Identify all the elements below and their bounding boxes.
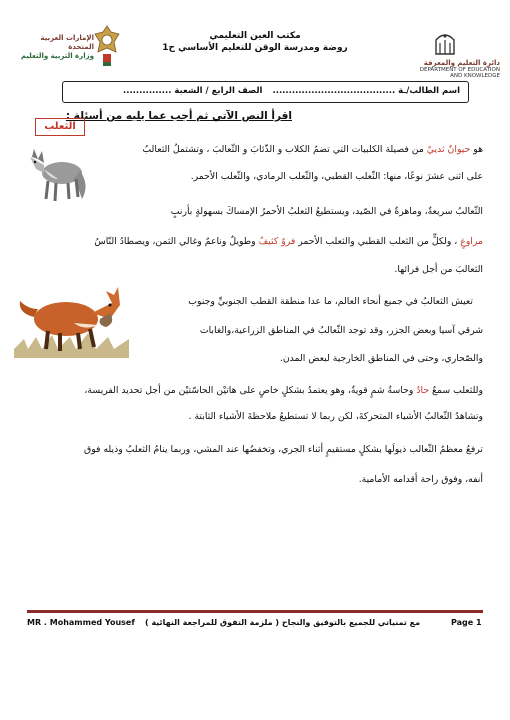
passage-line: وللثعلب سمعٌ حادٌ وحاسةُ شمٍ قويةٌ، وهو يعتمدُ بشكلٍ خاصٍ على هاتيْن الحاسّتيْن من أجل تحديد الفريسة، bbox=[84, 385, 483, 396]
grey-fox-illustration bbox=[22, 135, 92, 205]
passage-line: ترفعُ معظمُ الثّعالب ذيولَها بشكلٍ مستقيمٍ أثناء الجري، وتخفضُها عند المشي، وربما ينامُ الثعلبُ وذيله فوق bbox=[84, 444, 483, 455]
adek-english-1: DEPARTMENT OF EDUCATION bbox=[419, 66, 500, 73]
uae-emblem-icon bbox=[92, 22, 122, 74]
passage-line: الثّعالبُ سريعةٌ، وماهرةٌ في الصّيد، ويستطيعُ الثعلبُ الأحمرُ الإمساكَ بسهولةٍ بأرنبٍ bbox=[170, 206, 483, 217]
passage-line: تعيش الثعالبُ في جميع أنحاء العالم، ما عدا منطقة القطب الجنوبيِّ وجنوب bbox=[188, 296, 473, 307]
teacher-name: MR . Mohammed Yousef bbox=[27, 618, 135, 627]
ministry-line1: الإمارات العربية المتحدة bbox=[40, 34, 94, 51]
highlighted-word: مراوغٍ bbox=[460, 236, 483, 247]
passage-line: أنفه، وفوق راحة أقدامه الأمامية. bbox=[358, 474, 483, 485]
office-name: مكتب العين التعليمي bbox=[209, 31, 301, 41]
class-section-field[interactable]: الصف الرابع / الشعبة ............... bbox=[123, 86, 263, 96]
passage-line: على اثنى عشرَ نوعًا، منها: الثّعلب القطبي، والثّعلب الرمادي، والثّعلب الأحمر. bbox=[190, 171, 483, 182]
highlighted-word: حيوانٌ ثدييٌ bbox=[426, 144, 471, 155]
adek-english-2: AND KNOWLEDGE bbox=[450, 73, 500, 79]
school-name: روضة ومدرسة الوقن للتعليم الأساسي ح1 bbox=[162, 43, 348, 53]
reading-instruction: اقرأ النص الآتي ثم أجب عما يليه من أسئلة : bbox=[65, 110, 292, 122]
adek-arabic: دائرة التعليم والمعرفة bbox=[423, 59, 500, 67]
passage-line: مراوغٍ ، ولكلٍّ من الثعلب القطبي والثعلب الأحمر فروٌ كثيفٌ وطويلٌ وناعمٌ وغالي الثمن، ويصطادُ النّاسُ bbox=[94, 236, 483, 247]
school-header bbox=[150, 30, 360, 54]
passage-line: والصّحاري، وحتى في المناطق الخارجية لبعض المدن. bbox=[279, 353, 483, 364]
page-number: Page 1 bbox=[451, 618, 482, 627]
highlighted-word: فروٌ كثيفٌ bbox=[258, 236, 296, 247]
passage-line: شرقي آسيا وبعض الجزر، وقد توجد الثّعالبُ في المناطق الزراعية،والغابات bbox=[199, 325, 483, 336]
footer-wish: مع تمنياتي للجميع بالتوفيق والنجاح ( ملزمة التفوق للمراجعة النهائية ) bbox=[145, 618, 421, 627]
red-fox-with-prey-illustration bbox=[14, 273, 129, 358]
passage-line: هو حيوانٌ ثدييٌ من فصيلة الكلبيات التي تضمُ الكلاب و الذّئابَ و الثّعالبَ ، وتشتملُ الثعالبُ bbox=[142, 144, 483, 155]
ministry-line2: وزارة التربية والتعليم bbox=[20, 52, 94, 60]
fox-title-box: الثعلب bbox=[35, 118, 85, 136]
student-name-field[interactable]: اسم الطالب/ـة ...................................... bbox=[272, 86, 460, 96]
adek-logo-icon bbox=[430, 28, 460, 58]
ministry-name bbox=[14, 34, 94, 61]
passage-line: الثعالبَ من أجل فرائها. bbox=[394, 264, 483, 275]
passage-line: وتشاهدُ الثّعالبُ الأشياء المتحركةَ، لكن ربما لا تستطيعُ ملاحظةَ الأشياء الثابتة . bbox=[188, 411, 483, 422]
footer-divider bbox=[27, 610, 483, 613]
student-info-box bbox=[62, 81, 469, 103]
highlighted-word: حادٌ bbox=[416, 385, 430, 396]
adek-name bbox=[400, 60, 500, 80]
